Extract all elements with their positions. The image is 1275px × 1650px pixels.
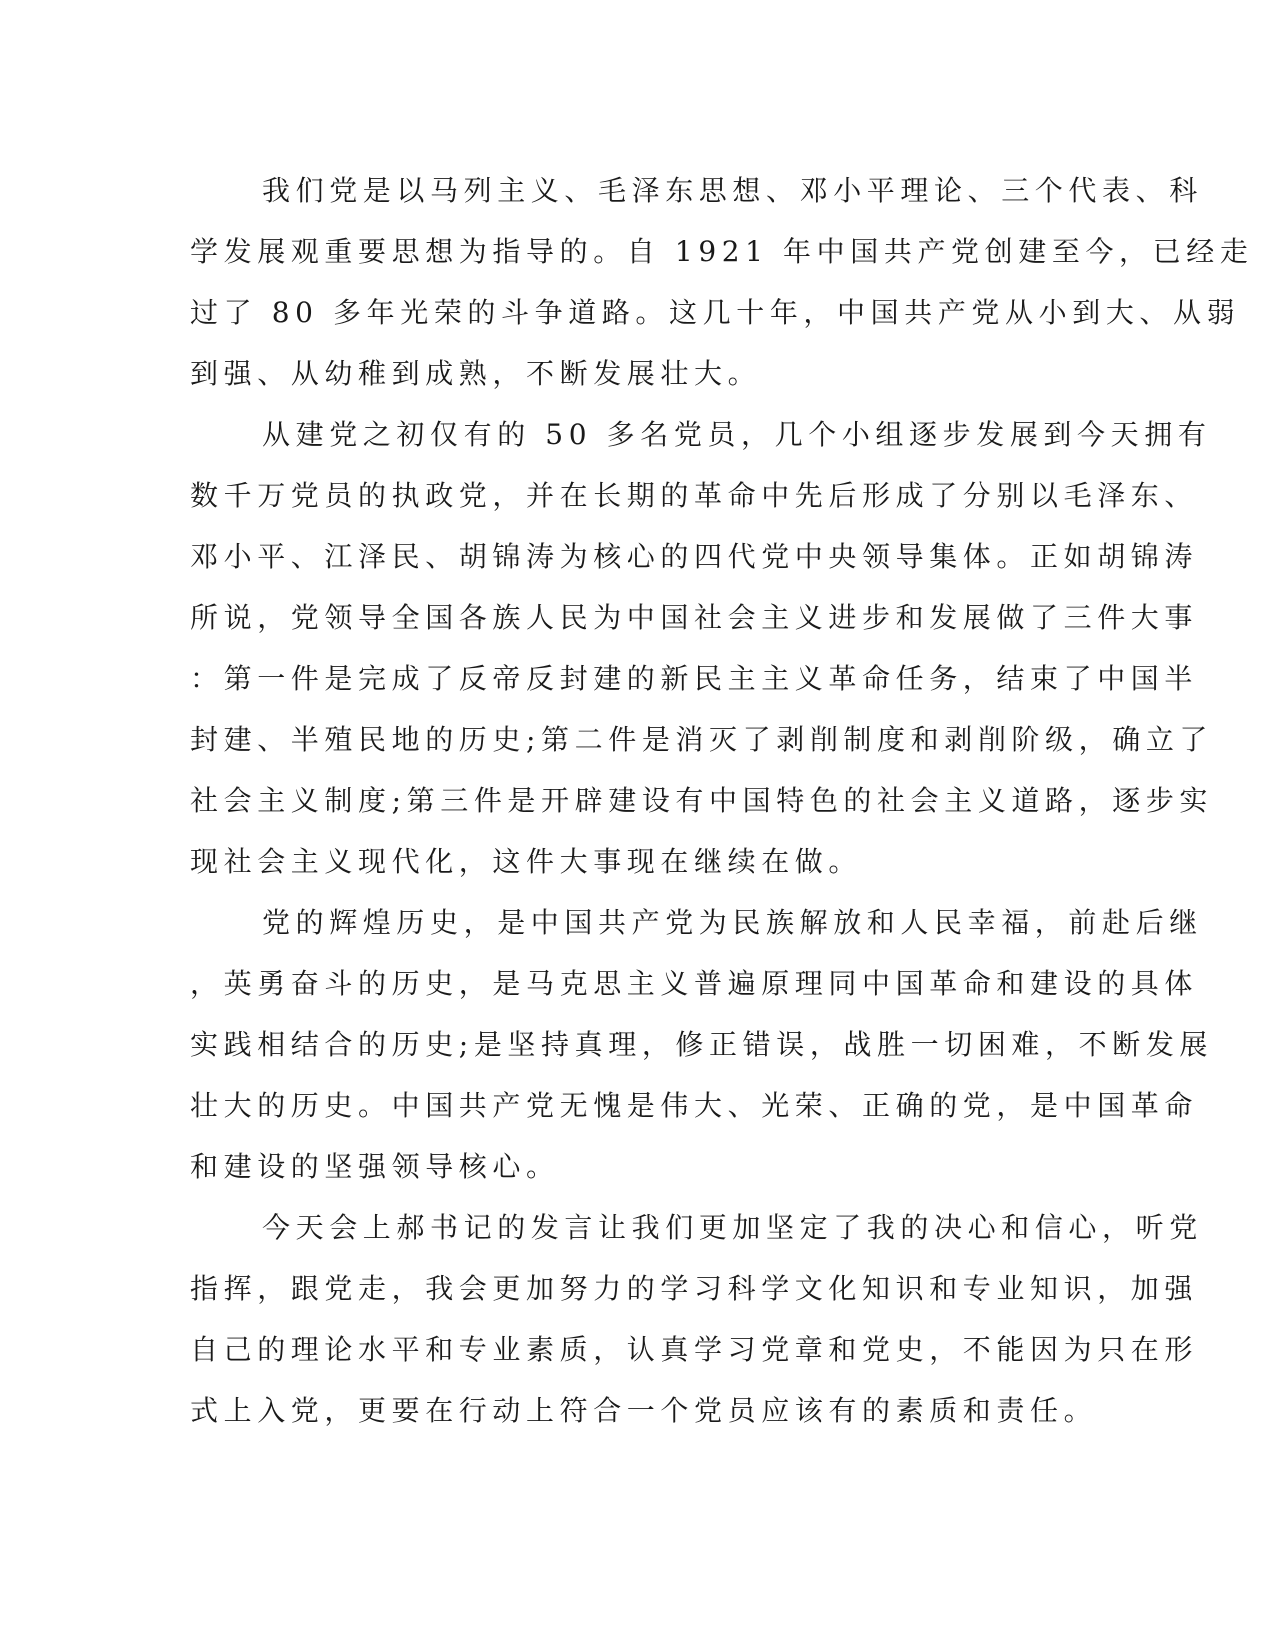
- paragraph-line: 我们党是以马列主义、毛泽东思想、邓小平理论、三个代表、科: [262, 174, 1203, 207]
- paragraph-line: 壮大的历史。中国共产党无愧是伟大、光荣、正确的党，是中国革命: [190, 1089, 1199, 1122]
- paragraph-line: 式上入党，更要在行动上符合一个党员应该有的素质和责任。: [190, 1394, 1098, 1427]
- paragraph-3: [190, 892, 1214, 1197]
- paragraph-line: 过了 80 多年光荣的斗争道路。这几十年，中国共产党从小到大、从弱: [190, 296, 1241, 329]
- paragraph-line: 和建设的坚强领导核心。: [190, 1150, 560, 1183]
- paragraph-line: ，英勇奋斗的历史，是马克思主义普遍原理同中国革命和建设的具体: [190, 967, 1199, 1000]
- paragraph-line: 到强、从幼稚到成熟，不断发展壮大。: [190, 357, 762, 390]
- document-body: [190, 160, 1254, 1441]
- paragraph-1: [190, 160, 1254, 404]
- paragraph-2: [190, 404, 1214, 892]
- paragraph-line: 封建、半殖民地的历史;第二件是消灭了剥削制度和剥削阶级，确立了: [190, 723, 1214, 756]
- paragraph-line: 学发展观重要思想为指导的。自 1921 年中国共产党创建至今，已经走: [190, 235, 1254, 268]
- paragraph-line: 邓小平、江泽民、胡锦涛为核心的四代党中央领导集体。正如胡锦涛: [190, 540, 1199, 573]
- paragraph-line: 从建党之初仅有的 50 多名党员，几个小组逐步发展到今天拥有: [262, 418, 1212, 451]
- paragraph-line: 社会主义制度;第三件是开辟建设有中国特色的社会主义道路，逐步实: [190, 784, 1214, 817]
- paragraph-line: ：第一件是完成了反帝反封建的新民主主义革命任务，结束了中国半: [190, 662, 1199, 695]
- paragraph-line: 所说，党领导全国各族人民为中国社会主义进步和发展做了三件大事: [190, 601, 1199, 634]
- paragraph-4: [190, 1197, 1203, 1441]
- paragraph-line: 现社会主义现代化，这件大事现在继续在做。: [190, 845, 863, 878]
- paragraph-line: 指挥，跟党走，我会更加努力的学习科学文化知识和专业知识，加强: [190, 1272, 1199, 1305]
- paragraph-line: 数千万党员的执政党，并在长期的革命中先后形成了分别以毛泽东、: [190, 479, 1199, 512]
- paragraph-line: 实践相结合的历史;是坚持真理，修正错误，战胜一切困难，不断发展: [190, 1028, 1214, 1061]
- paragraph-line: 今天会上郝书记的发言让我们更加坚定了我的决心和信心，听党: [262, 1211, 1203, 1244]
- paragraph-line: 自己的理论水平和专业素质，认真学习党章和党史，不能因为只在形: [190, 1333, 1199, 1366]
- paragraph-line: 党的辉煌历史，是中国共产党为民族解放和人民幸福，前赴后继: [262, 906, 1203, 939]
